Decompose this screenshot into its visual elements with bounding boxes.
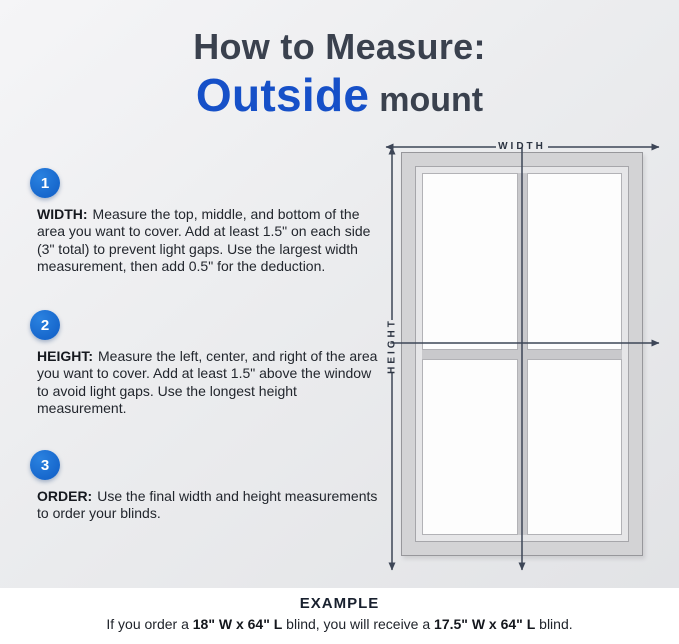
example-prefix: If you order a: [106, 616, 193, 632]
step-number-badge: 2: [30, 310, 60, 340]
page-title: [0, 26, 679, 122]
step-text: [37, 488, 382, 523]
step-order: [30, 450, 382, 523]
window-sash: [415, 166, 629, 542]
window-pane: [527, 173, 623, 350]
step-label: HEIGHT:: [37, 348, 93, 364]
height-label: HEIGHT: [386, 318, 398, 374]
step-number-badge: 3: [30, 450, 60, 480]
width-label: WIDTH: [498, 141, 546, 152]
window-frame: [401, 152, 643, 556]
step-number-badge: 1: [30, 168, 60, 198]
example-middle: blind, you will receive a: [282, 616, 435, 632]
title-accent: Outside: [195, 69, 370, 121]
step-height: [30, 310, 382, 417]
window-glass: [422, 173, 622, 535]
step-label: ORDER:: [37, 488, 93, 504]
step-width: [30, 168, 382, 275]
window-pane: [422, 173, 518, 350]
window-pane: [422, 359, 518, 536]
step-text: [37, 348, 382, 417]
step-label: WIDTH:: [37, 206, 88, 222]
example-bold-first: 18" W x 64" L: [192, 616, 283, 632]
window-pane: [527, 359, 623, 536]
step-body: Measure the top, middle, and bottom of the area you want to cover. Add at least 1.5" on each side (3" total) to prevent light gaps. Use the largest width measurement, then add 0.5" for the deduction.: [37, 206, 371, 275]
step-body: Use the final width and height measurements to order your blinds.: [37, 488, 378, 522]
step-text: [37, 206, 382, 275]
step-body: Measure the left, center, and right of the area you want to cover. Add at least 1.5" above the window to avoid light gaps. Use the longest height measurement.: [37, 348, 378, 417]
example-heading: EXAMPLE: [299, 595, 380, 612]
title-line2: [0, 68, 679, 122]
example-text: [0, 616, 679, 632]
example-bold-second: 17.5" W x 64" L: [434, 616, 536, 632]
window-diagram: [378, 128, 672, 580]
example-suffix: blind.: [535, 616, 573, 632]
example-section: [0, 588, 679, 644]
title-mount-suffix: mount: [379, 81, 484, 119]
title-line1: How to Measure:: [193, 26, 486, 67]
